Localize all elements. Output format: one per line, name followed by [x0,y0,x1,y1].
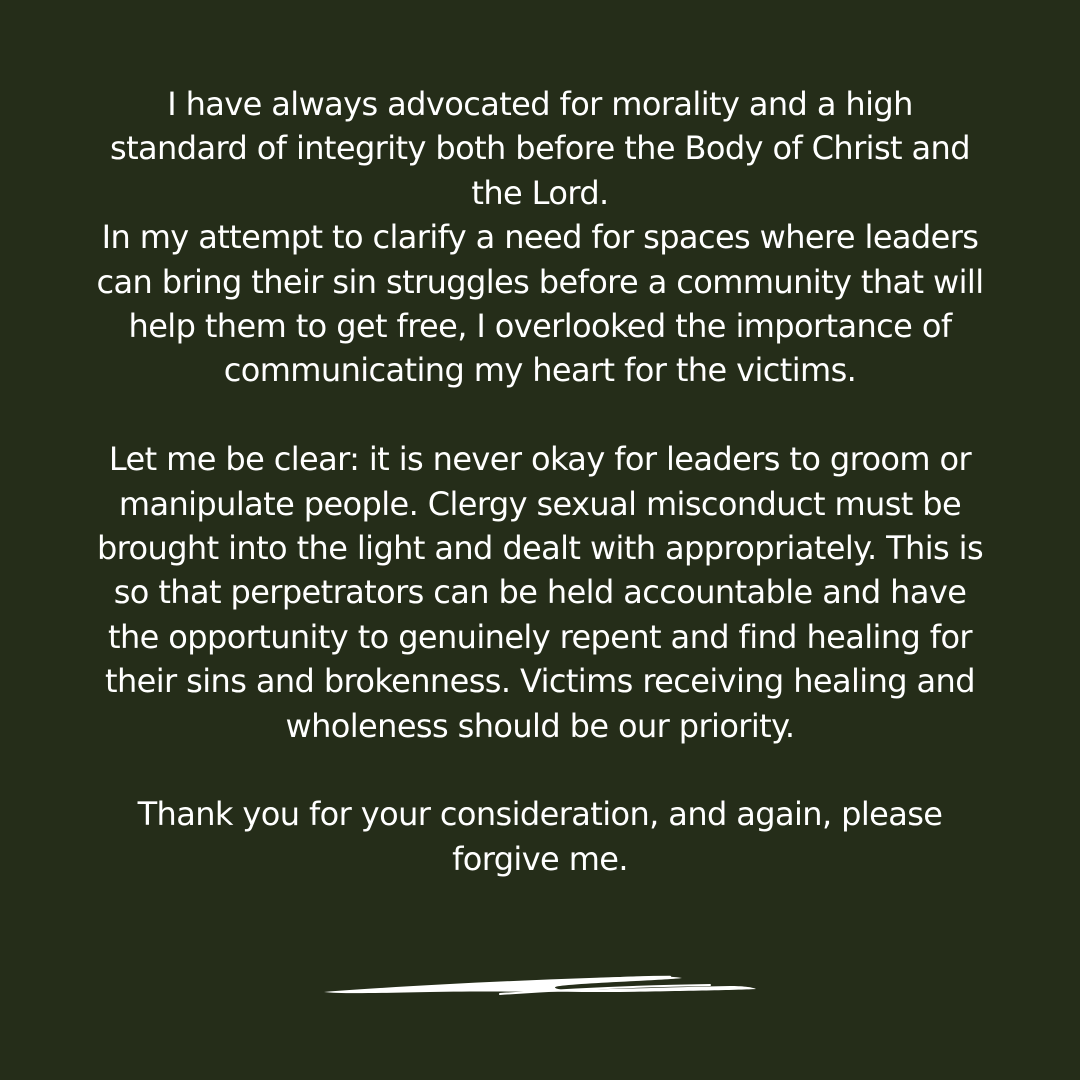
text-line: help them to get free, I overlooked the importance of [128,307,952,346]
text-line: the opportunity to genuinely repent and find healing for [108,617,972,656]
text-line: wholeness should be our priority. [285,706,795,745]
text-line: forgive me. [452,839,628,878]
paragraph-gap [40,393,1040,437]
text-line: can bring their sin struggles before a community that will [96,262,984,301]
text-line: Thank you for your consideration, and again, please [137,795,943,834]
text-line: the Lord. [471,173,609,212]
text-line: communicating my heart for the victims. [223,351,857,390]
text-line: In my attempt to clarify a need for spaces where leaders [101,218,979,257]
text-line: standard of integrity both before the Body of Christ and [110,129,970,168]
text-line: manipulate people. Clergy sexual misconduct must be [118,484,962,523]
brush-stroke-divider [320,968,760,998]
text-line: Let me be clear: it is never okay for leaders to groom or [108,440,972,479]
paragraph-clarification [40,437,1040,748]
paragraph-morality [40,82,1040,393]
statement-text [40,82,1040,881]
text-line: so that perpetrators can be held accountable and have [113,573,967,612]
text-line: I have always advocated for morality and a high [167,85,913,123]
text-line: their sins and brokenness. Victims receiving healing and [105,662,975,701]
paragraph-closing [40,792,1040,881]
paragraph-gap [40,748,1040,792]
text-line: brought into the light and dealt with appropriately. This is [96,529,984,568]
